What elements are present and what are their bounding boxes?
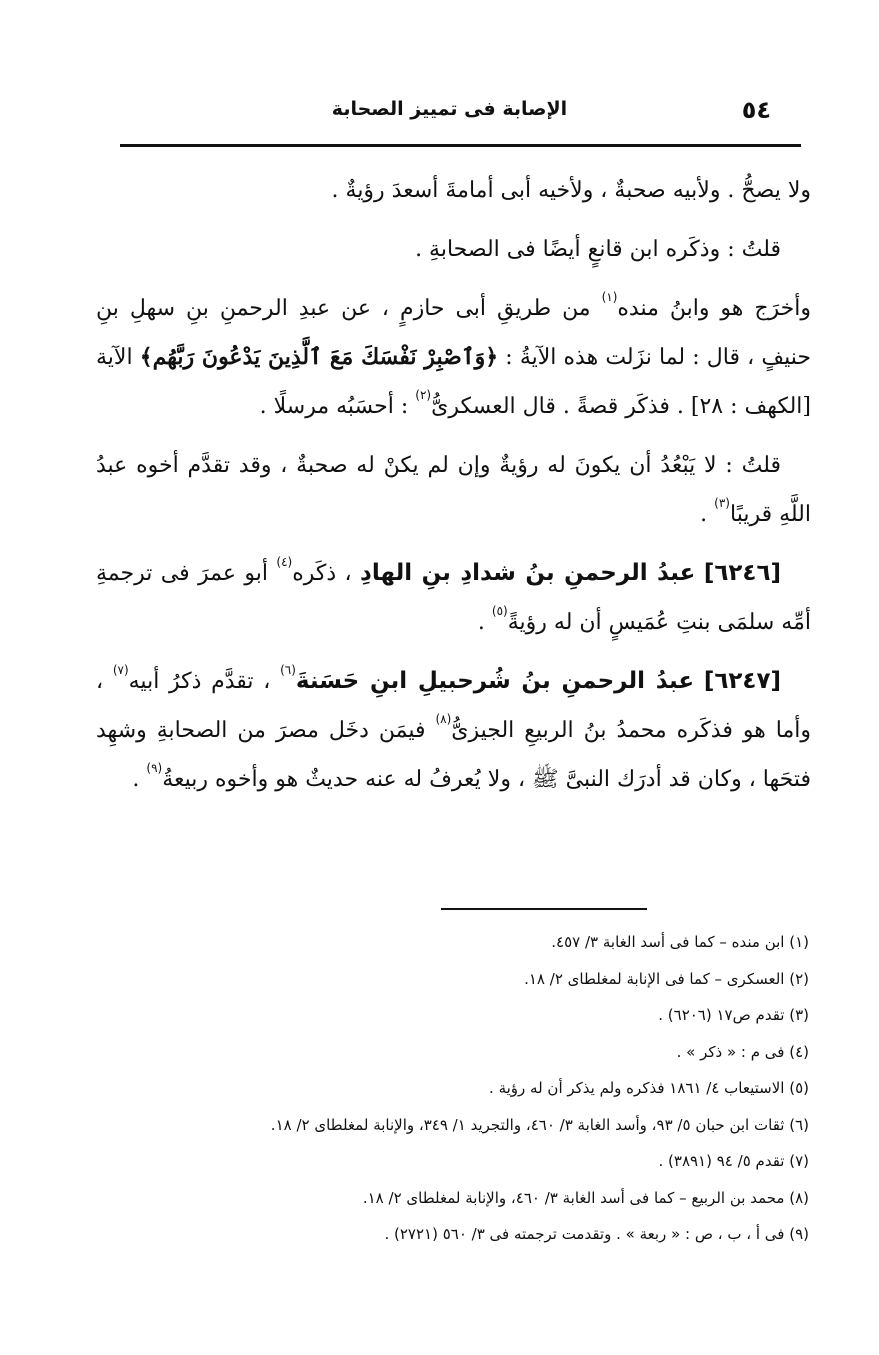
footnote-7: (٧) تقدم ٥/ ٩٤ (٣٨٩١) . [658,1152,809,1170]
paragraph-3-text-b: من طريقِ أبى حازمٍ ، عن عبدِ الرحمنِ بنِ سهلِ بنِ حنيفٍ ، قال : لما نزَلت هذه الآيةُ : [96,296,811,370]
paragraph-3-text-a: وأخرَج هو وابنُ منده [617,296,811,321]
footnote-ref-1: (١) [601,290,618,304]
footnote-1: (١) ابن منده – كما فى أسد الغابة ٣/ ٤٥٧. [551,933,809,951]
footnote-ref-6: (٦) [280,663,296,677]
quran-verse: ﴿وَٱصْبِرْ نَفْسَكَ مَعَ ٱلَّذِينَ يَدْعُونَ رَبَّهُم﴾ [139,344,499,370]
paragraph-4-text-b: . [700,502,715,527]
entry-6247-text-b: ، وأما هو فذكَره محمدُ بنُ الربيعِ الجيزىُّ [96,669,811,743]
entry-6247-text-a: ، تقدَّم ذكرُ أبيه [128,669,281,694]
paragraph-1-text: ولا يصحُّ . ولأبيه صحبةٌ ، ولأخيه أبى أمامةَ أسعدَ رؤيةٌ . [331,178,811,203]
footnote-ref-2: (٢) [415,388,432,402]
paragraph-2 [96,225,811,274]
page-header [120,92,779,132]
paragraph-1 [96,166,811,215]
main-text [96,166,811,814]
footnote-4: (٤) فى م : « ذكر » . [676,1042,809,1061]
footnote-9: (٩) فى أ ، ب ، ص : « ربعة » . وتقدمت ترجمته فى ٣/ ٥٦٠ (٢٧٢١) . [384,1225,809,1243]
entry-6246 [96,549,811,647]
entry-6247-number: [٦٢٤٧] [703,668,782,694]
entry-6247-text-d: . [132,767,147,792]
running-title: الإصابة فى تمييز الصحابة [331,98,568,120]
footnote-5: (٥) الاستيعاب ٤/ ١٨٦١ فذكره ولم يذكر أن له رؤية . [489,1079,809,1097]
paragraph-4 [96,441,811,539]
footnote-3: (٣) تقدم ص١٧ (٦٢٠٦) . [658,1006,809,1024]
page-number: ٥٤ [741,96,771,124]
paragraph-3-text-c: الآية [الكهف : ٢٨] . فذكَر قصةً . قال العسكرىُّ [96,345,811,419]
paragraph-2-text: قلتُ : وذكَره ابن قانعٍ أيضًا فى الصحابةِ . [415,237,781,262]
paragraph-3 [96,284,811,431]
paragraph-3-text-d: : أحسَبُه مرسلًا . [259,394,416,419]
footnotes [90,924,809,1253]
entry-6246-text-a: ، ذكَره [292,561,361,586]
entry-6247-text-c: فيمَن دخَل مصرَ من الصحابةِ وشهِد فتحَها ، وكان قد أدرَك النبىَّ ﷺ ، ولا يُعرفُ له عنه حديثٌ هو وأخوه ربيعةُ [96,718,811,792]
entry-6246-number: [٦٢٤٦] [703,560,781,586]
footnote-separator [441,908,647,910]
footnote-ref-7: (٧) [112,663,129,677]
footnote-2: (٢) العسكرى – كما فى الإنابة لمغلطاى ٢/ ١٨. [524,969,809,988]
entry-6247-name: عبدُ الرحمنِ بنُ شُرحبيلِ ابنِ حَسَنةَ [295,668,695,694]
entry-6246-text-b: أبو عمرَ فى ترجمةِ أمِّه سلمَى بنتِ عُمَيسٍ أن له رؤيةً [96,561,811,635]
entry-6247 [96,657,811,804]
footnote-6: (٦) ثقات ابن حبان ٥/ ٩٣، وأسد الغابة ٣/ ٤٦٠، والتجريد ١/ ٣٤٩، والإنابة لمغلطاى ٢/ ١٨. [270,1115,809,1134]
footnote-ref-5: (٥) [491,604,508,618]
entry-6246-text-c: . [477,610,492,635]
paragraph-4-text-a: قلتُ : لا يَبْعُدُ أن يكونَ له رؤيةٌ وإن لم يكنْ له صحبةٌ ، وقد تقدَّم أخوه عبدُ اللَّهِ قريبًا [96,453,811,527]
header-rule [120,144,801,147]
footnote-8: (٨) محمد بن الربيع – كما فى أسد الغابة ٣/ ٤٦٠، والإنابة لمغلطاى ٢/ ١٨. [362,1188,809,1207]
entry-6246-name: عبدُ الرحمنِ بنُ شدادِ بنِ الهادِ [360,560,696,586]
footnote-ref-8: (٨) [435,712,452,726]
footnote-ref-3: (٣) [714,496,730,510]
footnote-ref-4: (٤) [276,555,293,569]
footnote-ref-9: (٩) [146,761,163,775]
